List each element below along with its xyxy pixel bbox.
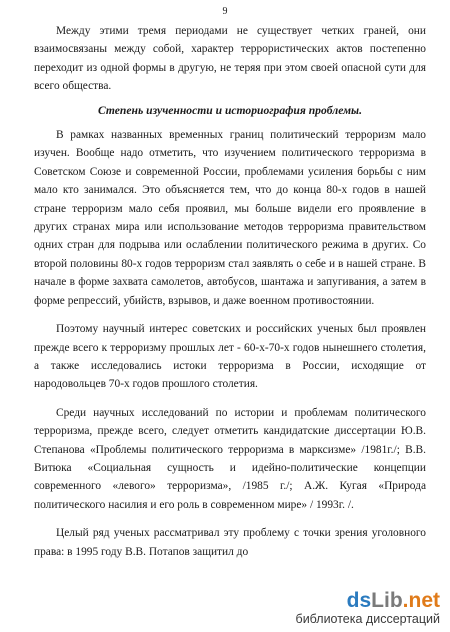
- dslib-watermark[interactable]: [292, 588, 444, 628]
- paragraph-intro: Между этими тремя периодами не существует четких граней, они взаимосвязаны между собой, характер террористических актов постепенно переходит из одной формы в другую, не теряя при этом своей опасной сути для всего общества.: [34, 25, 426, 93]
- logo-part-ds: ds: [346, 589, 372, 612]
- watermark-tagline: библиотека диссертаций: [295, 612, 440, 626]
- logo-part-lib: Lib: [371, 589, 403, 612]
- section-heading: Степень изученности и историография проблемы.: [98, 103, 362, 117]
- paragraph-3: Среди научных исследований по истории и проблемам политического терроризма, прежде всего, следует отметить кандидатские диссертации Ю.В. Степанова «Проблемы политического терроризма в марксизме» /1981г./; В.В. Витюка «Социальная сущность и идейно-политические концепции современного «левого» терроризма», /1985 г./; А.Ж. Кугая «Природа политического насилия и его роль в современном мире» / 1993г. /.: [34, 406, 426, 511]
- page-number: 9: [222, 6, 228, 17]
- document-body: [34, 22, 426, 561]
- logo-part-net: .net: [402, 589, 440, 612]
- paragraph-4: Целый ряд ученых рассматривал эту проблему с точки зрения уголовного права: в 1995 году В.В. Потапов защитил до: [34, 527, 426, 558]
- paragraph-2: Поэтому научный интерес советских и российских ученых был проявлен прежде всего к терроризму прошлых лет - 60-х-70-х годов нынешнего столетия, а также исследовались истоки терроризма в России, исходящие от народовольцев 70-х годов прошлого столетия.: [34, 323, 426, 391]
- dslib-logo: [347, 590, 440, 612]
- paragraph-1: В рамках названных временных границ политический терроризм мало изучен. Вообще надо отметить, что изучением политического терроризма в Советском Союзе и современной России, проблемами усиления борьбы с ним мало кто занимался. Это объясняется тем, что до конца 80-х годов в нашей стране терроризм мало себя проявил, мы больше видели его проявление в других странах мира или использование методов терроризма правительством одних стран для подрыва или ослаблении политического режима в других. Со второй половины 80-х годов терроризм стал заявлять о себе и в нашей стране. В начале в форме захвата самолетов, автобусов, шантажа и запугивания, а затем в форме репрессий, убийств, взрывов, и даже военном противостоянии.: [34, 129, 426, 307]
